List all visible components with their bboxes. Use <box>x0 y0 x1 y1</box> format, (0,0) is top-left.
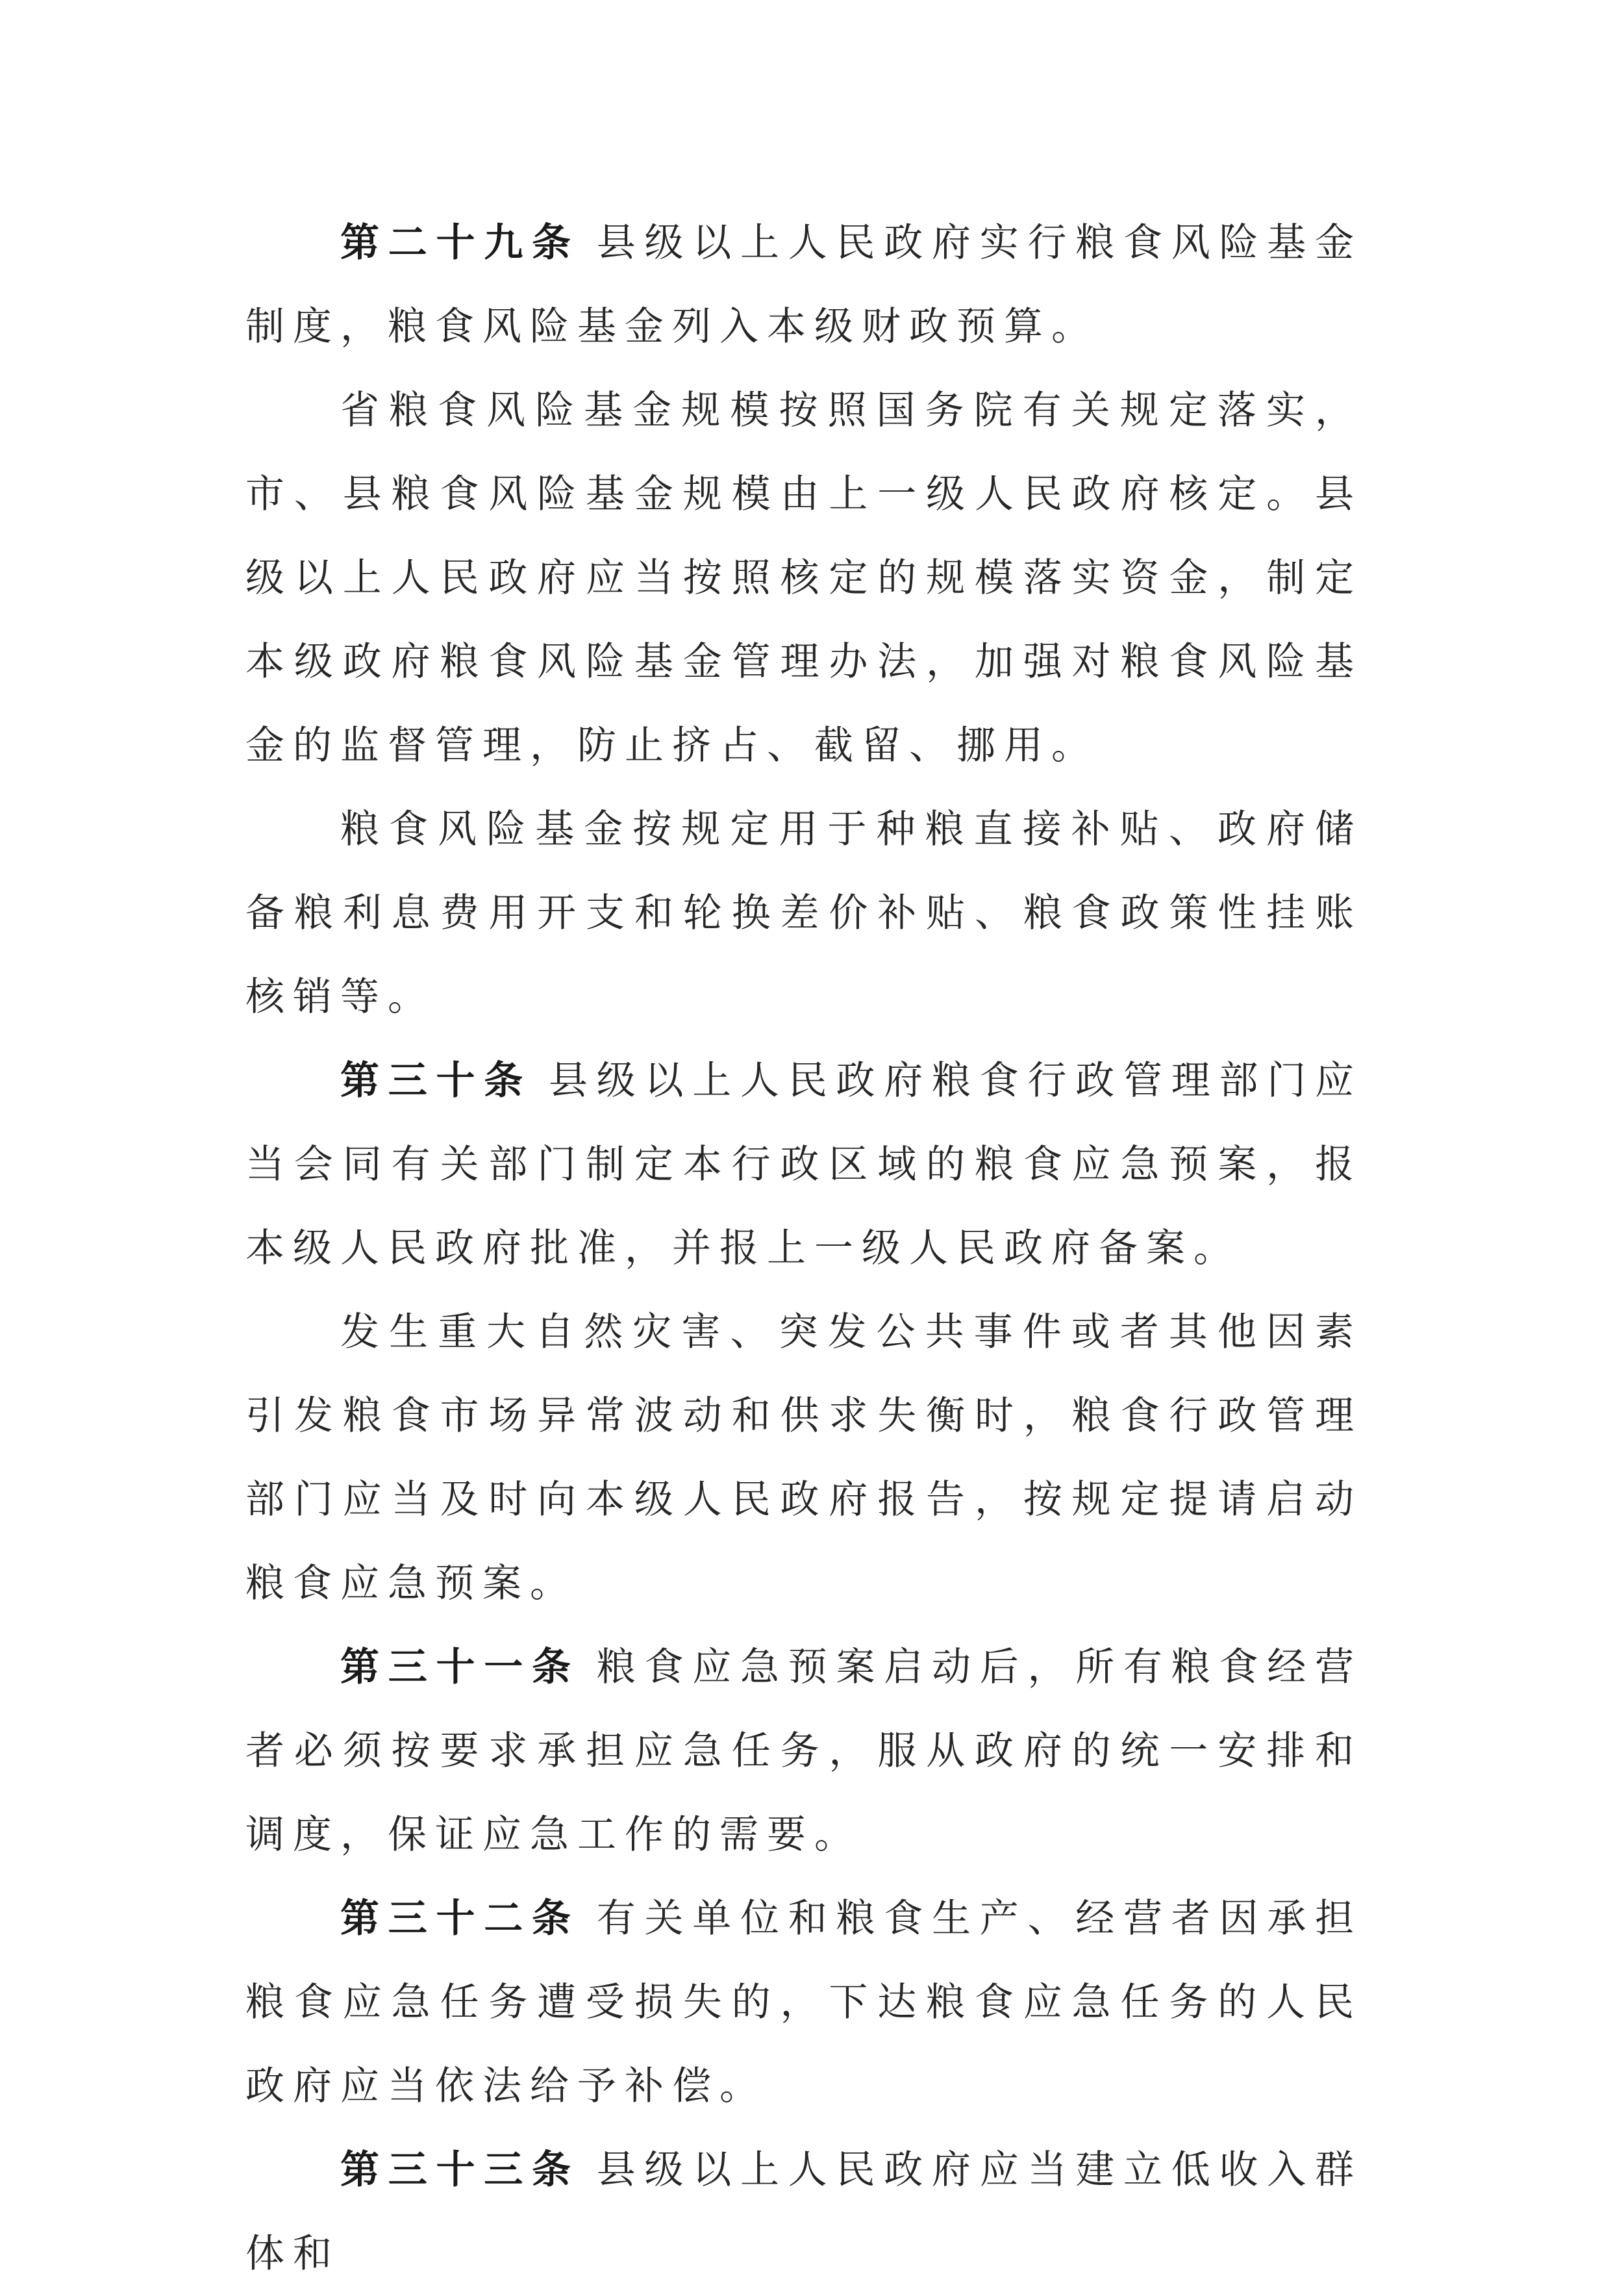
article-number: 第三十二条 <box>340 1896 580 1941</box>
paragraph-risk-fund-usage <box>245 788 1362 1039</box>
paragraph-article-29 <box>245 201 1362 369</box>
article-number: 第三十条 <box>340 1058 532 1104</box>
paragraph-article-31 <box>245 1626 1362 1877</box>
document-body <box>245 201 1362 2296</box>
paragraph-text: 县级以上人民政府实行粮食风险基金制度，粮食风险基金列入本级财政预算。 <box>245 220 1362 349</box>
paragraph-text: 有关单位和粮食生产、经营者因承担粮食应急任务遭受损失的，下达粮食应急任务的人民政府应当依法给予补偿。 <box>245 1896 1362 2109</box>
paragraph-risk-fund-scale <box>245 369 1362 788</box>
article-number: 第三十一条 <box>340 1645 580 1690</box>
paragraph-text: 粮食应急预案启动后，所有粮食经营者必须按要求承担应急任务，服从政府的统一安排和调度，保证应急工作的需要。 <box>245 1645 1362 1858</box>
paragraph-text: 县级以上人民政府应当建立低收入群体和 <box>245 2147 1362 2277</box>
paragraph-text: 发生重大自然灾害、突发公共事件或者其他因素引发粮食市场异常波动和供求失衡时，粮食行政管理部门应当及时向本级人民政府报告，按规定提请启动粮食应急预案。 <box>245 1309 1362 1606</box>
paragraph-article-33 <box>245 2128 1362 2296</box>
article-number: 第二十九条 <box>340 220 580 266</box>
paragraph-text: 省粮食风险基金规模按照国务院有关规定落实，市、县粮食风险基金规模由上一级人民政府核定。县级以上人民政府应当按照核定的规模落实资金，制定本级政府粮食风险基金管理办法，加强对粮食风险基金的监督管理，防止挤占、截留、挪用。 <box>245 388 1362 768</box>
paragraph-text: 粮食风险基金按规定用于种粮直接补贴、政府储备粮利息费用开支和轮换差价补贴、粮食政策性挂账核销等。 <box>245 807 1362 1020</box>
article-number: 第三十三条 <box>340 2147 580 2193</box>
paragraph-article-30 <box>245 1039 1362 1291</box>
paragraph-text: 县级以上人民政府粮食行政管理部门应当会同有关部门制定本行政区域的粮食应急预案，报本级人民政府批准，并报上一级人民政府备案。 <box>245 1058 1362 1271</box>
paragraph-article-32 <box>245 1877 1362 2128</box>
paragraph-emergency-report <box>245 1291 1362 1626</box>
